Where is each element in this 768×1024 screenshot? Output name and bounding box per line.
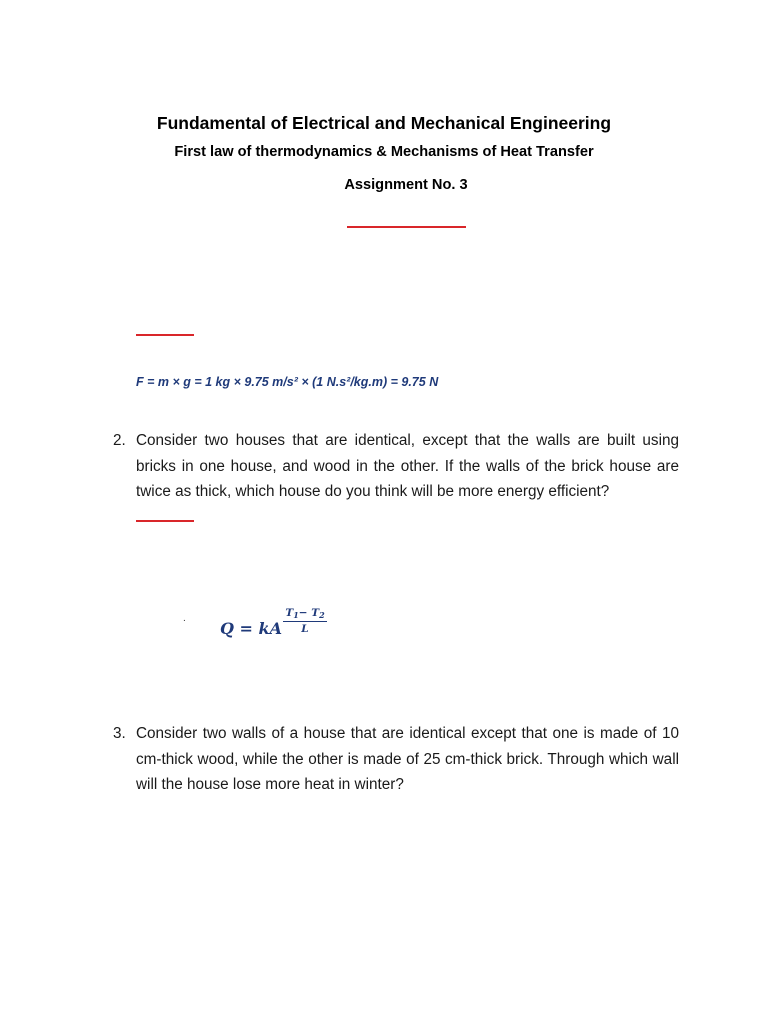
formula-lhs: Q = kA <box>220 619 282 638</box>
question-3-number: 3. <box>113 725 126 742</box>
header-underline <box>347 226 466 228</box>
question-2-text: Consider two houses that are identical, except that the walls are built using bricks in one house, and wood in the other. If the walls of the brick house are twice as thick, which house do you think will be more energy efficient? <box>136 432 679 500</box>
answer-1-equation: F = m × g = 1 kg × 9.75 m/s² × (1 N.s²/kg.m) = 9.75 N <box>136 375 439 389</box>
assignment-number: Assignment No. 3 <box>344 177 468 193</box>
formula-t1-subscript: 1 <box>293 610 299 620</box>
document-title: Fundamental of Electrical and Mechanical Engineering <box>156 113 612 133</box>
formula-t2: T <box>311 607 320 619</box>
question-2 <box>113 428 679 505</box>
document-subtitle: First law of thermodynamics & Mechanisms of Heat Transfer <box>174 144 594 160</box>
formula-t1: T <box>285 607 294 619</box>
question-2-number: 2. <box>113 432 126 449</box>
formula-minus: − <box>298 607 312 619</box>
question-3-text: Consider two walls of a house that are identical except that one is made of 10 cm-thick wood, while the other is made of 25 cm-thick brick. Through which wall will the house lose more heat in winter? <box>136 725 679 793</box>
formula-fraction <box>283 607 327 635</box>
formula-t2-subscript: 2 <box>319 610 325 620</box>
formula-denominator: L <box>301 623 309 635</box>
formula-numerator <box>283 607 327 622</box>
answer-2-bullet: . <box>183 613 186 624</box>
answer-1-marker-line <box>136 334 194 336</box>
answer-2-marker-line <box>136 520 194 522</box>
question-3 <box>113 721 679 798</box>
